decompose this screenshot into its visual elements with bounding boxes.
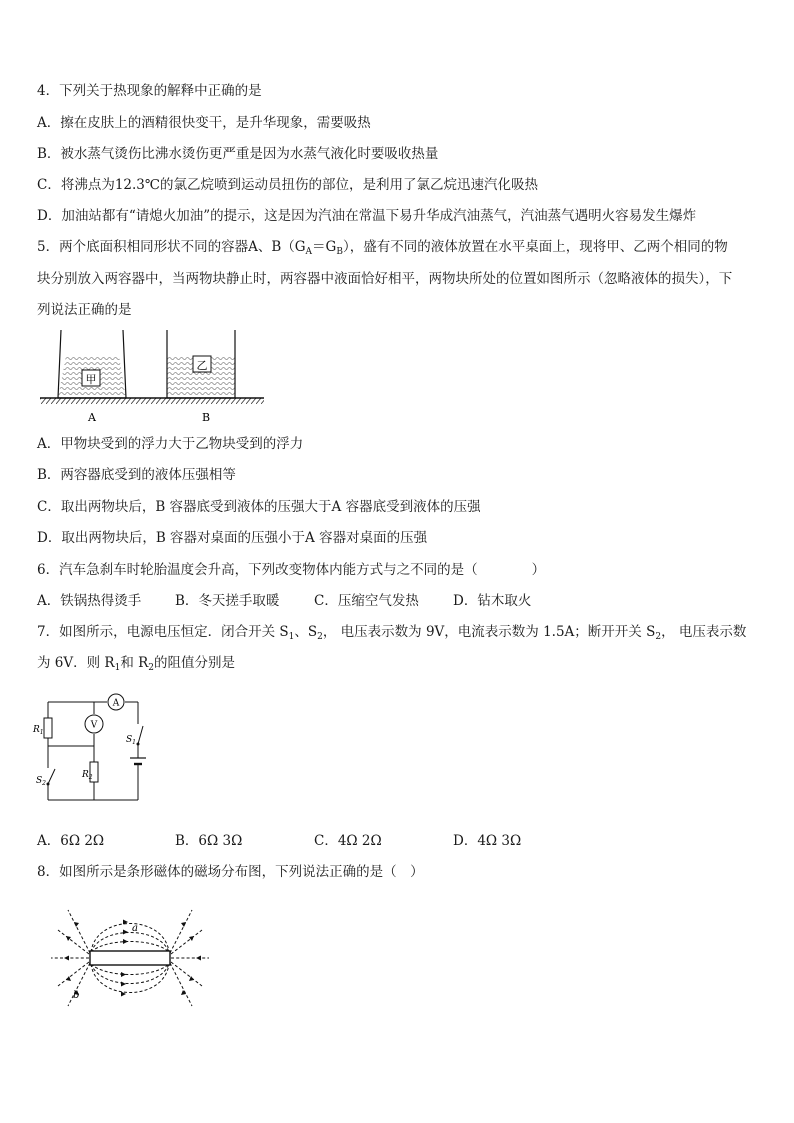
q5-stem-line3: 列说法正确的是 xyxy=(37,302,132,318)
q5-stem-line2: 块分别放入两容器中，当两物块静止时，两容器中液面恰好相平，两物块所处的位置如图所示（忽略液体的损失），下 xyxy=(37,271,733,287)
q6-option-d: D．钻木取火 xyxy=(453,593,532,609)
q8-magnet-figure xyxy=(46,900,216,1012)
q5-stem-line1: 5．两个底面积相同形状不同的容器A、$B(G_A=G_B)$，盛有不同的液体放置在水平桌面上，现将甲、乙两个相同的物 xyxy=(37,239,728,257)
switch-s2 xyxy=(48,769,55,784)
q5-option-d: D．取出两物块后，B 容器对桌面的压强小于A 容器对桌面的压强 xyxy=(37,530,428,546)
q7-circuit-figure xyxy=(30,690,160,805)
block-jia-label: 甲 xyxy=(85,373,97,386)
voltmeter-label: V xyxy=(90,720,98,731)
s1-label: $S_1$ xyxy=(126,735,136,746)
container-b-label: B xyxy=(201,411,211,424)
q7-option-a: A．6Ω 2Ω xyxy=(37,833,105,849)
q4-stem: 4．下列关于热现象的解释中正确的是 xyxy=(37,83,262,99)
q5-option-b: B．两容器底受到的液体压强相等 xyxy=(37,467,236,483)
point-a-label: a xyxy=(132,923,138,934)
q7-stem-line2: 为 6V．则 $R_1$和 $R_2$的阻值分别是 xyxy=(37,655,236,673)
q6-option-a: A．铁锅热得烫手 xyxy=(37,593,142,609)
q6-options xyxy=(37,591,531,611)
q7-option-d: D．4Ω 3Ω xyxy=(453,833,522,849)
ammeter-label: A xyxy=(112,698,120,709)
bar-magnet xyxy=(90,951,170,965)
resistor-r1 xyxy=(44,718,52,738)
q4-option-b: B．被水蒸气烫伤比沸水烫伤更严重是因为水蒸气液化时要吸收热量 xyxy=(37,146,439,162)
point-b-label: b xyxy=(73,990,80,1001)
q7-option-c: C．4Ω 2Ω xyxy=(314,833,382,849)
q6-option-c: C．压缩空气发热 xyxy=(314,593,419,609)
q6-stem: 6．汽车急刹车时轮胎温度会升高，下列改变物体内能方式与之不同的是（ ） xyxy=(37,562,546,578)
q7-options xyxy=(37,831,521,851)
q4-option-a: A．擦在皮肤上的酒精很快变干，是升华现象，需要吸热 xyxy=(37,115,371,131)
q6-option-b: B．冬天搓手取暖 xyxy=(175,593,280,609)
r2-label: $R_2$ xyxy=(82,770,93,781)
q5-option-a: A．甲物块受到的浮力大于乙物块受到的浮力 xyxy=(37,436,304,452)
s2-label: $S_2$ xyxy=(36,776,46,787)
container-a-label: A xyxy=(88,411,96,424)
q7-stem-line1: 7．如图所示，电源电压恒定．闭合开关 $S_1$、$S_2$， 电压表示数为 9V，电流表示数为 1.5A；断开开关 $S_2$， 电压表示数 xyxy=(37,624,747,642)
switch-s1 xyxy=(138,726,143,744)
q4-option-c: C．将沸点为12.3℃的氯乙烷喷到运动员扭伤的部位，是利用了氯乙烷迅速汽化吸热 xyxy=(37,177,538,193)
block-yi-label: 乙 xyxy=(196,359,208,372)
ground-hatch xyxy=(40,398,264,404)
q7-option-b: B．6Ω 3Ω xyxy=(175,833,243,849)
q5-option-c: C．取出两物块后，B 容器底受到液体的压强大于A 容器底受到液体的压强 xyxy=(37,499,481,515)
q8-stem: 8．如图所示是条形磁体的磁场分布图，下列说法正确的是（ ） xyxy=(37,864,424,880)
q5-containers-figure xyxy=(36,326,268,426)
r1-label: $R_1$ xyxy=(33,725,44,736)
q4-option-d: D．加油站都有“请熄火加油”的提示，这是因为汽油在常温下易升华成汽油蒸气，汽油蒸气遇明火容易发生爆炸 xyxy=(37,208,697,224)
